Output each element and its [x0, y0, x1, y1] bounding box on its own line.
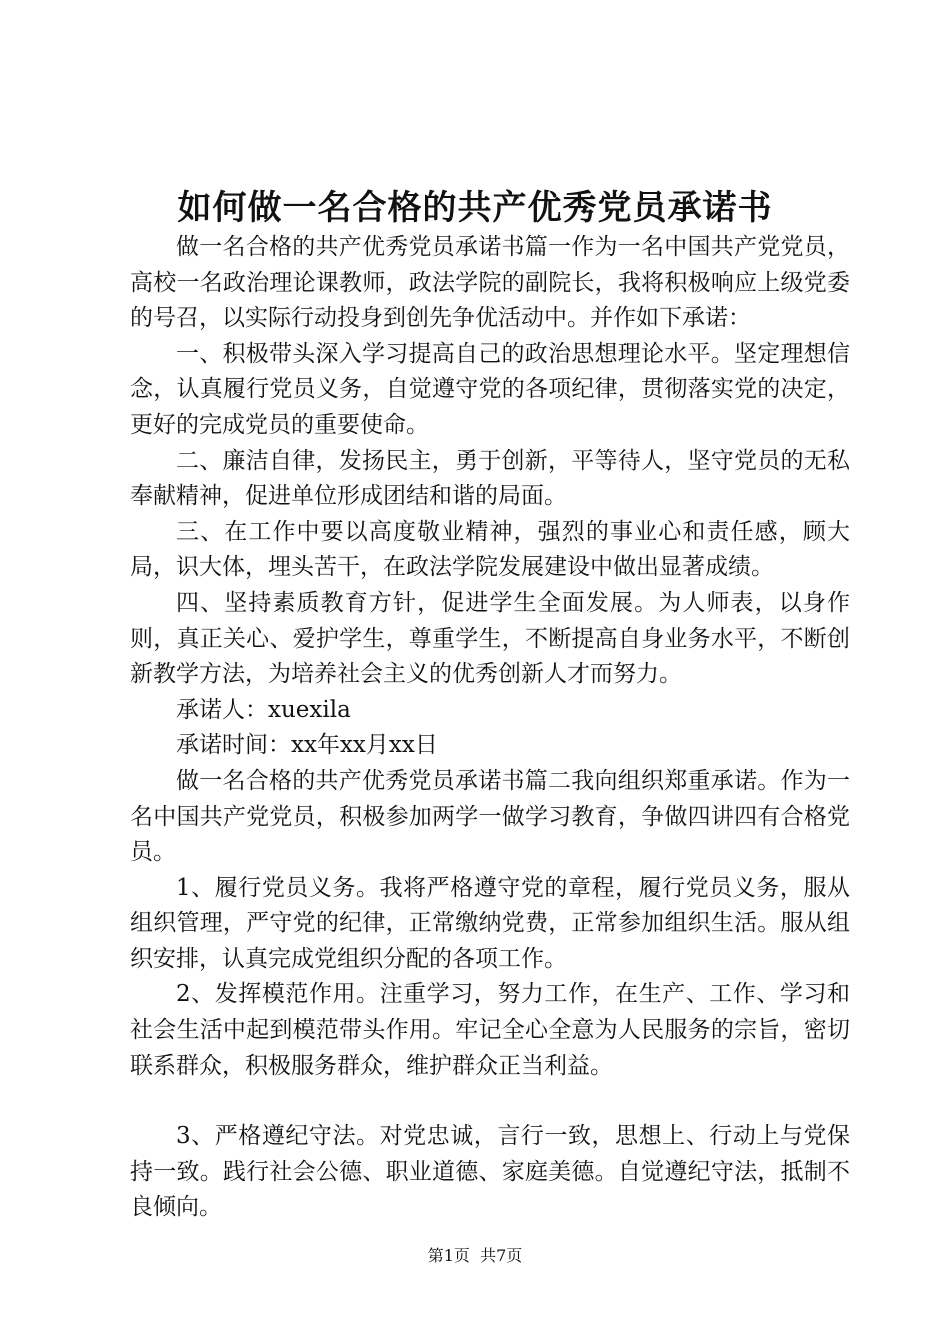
paragraph-intro: 做一名合格的共产优秀党员承诺书篇一作为一名中国共产党党员，高校一名政治理论课教师，政法学院的副院长，我将积极响应上级党委的号召，以实际行动投身到创先争优活动中。并作如下承诺： [130, 234, 850, 332]
paragraph-pledge-4: 四、坚持素质教育方针，促进学生全面发展。为人师表，以身作则，真正关心、爱护学生，尊重学生，不断提高自身业务水平，不断创新教学方法，为培养社会主义的优秀创新人才而努力。 [130, 589, 850, 688]
paragraph-pledge-2: 二、廉洁自律，发扬民主，勇于创新，平等待人，坚守党员的无私奉献精神，促进单位形成团结和谐的局面。 [130, 447, 850, 510]
pledge-date-line: 承诺时间：xx年xx月xx日 [176, 732, 438, 759]
paragraph-part-two-intro: 做一名合格的共产优秀党员承诺书篇二我向组织郑重承诺。作为一名中国共产党党员，积极参加两学一做学习教育，争做四讲四有合格党员。 [130, 767, 850, 866]
paragraph-pledge-1: 一、积极带头深入学习提高自己的政治思想理论水平。坚定理想信念，认真履行党员义务，自觉遵守党的各项纪律，贯彻落实党的决定，更好的完成党员的重要使命。 [130, 340, 850, 438]
page-number: 第1页 共7页 [427, 1246, 523, 1265]
paragraph-pledge-3: 三、在工作中要以高度敬业精神，强烈的事业心和责任感，顾大局，识大体，埋头苦干，在政法学院发展建设中做出显著成绩。 [130, 518, 850, 581]
paragraph-item-3: 3、严格遵纪守法。对党忠诚，言行一致，思想上、行动上与党保持一致。践行社会公德、职业道德、家庭美德。自觉遵纪守法，抵制不良倾向。 [130, 1123, 850, 1221]
paragraph-item-1: 1、履行党员义务。我将严格遵守党的章程，履行党员义务，服从组织管理，严守党的纪律，正常缴纳党费，正常参加组织生活。服从组织安排，认真完成党组织分配的各项工作。 [130, 874, 850, 972]
document-body [130, 230, 850, 1226]
document-title: 如何做一名合格的共产优秀党员承诺书 [177, 188, 773, 228]
signatory-line: 承诺人：xuexila [176, 696, 351, 723]
paragraph-item-2: 2、发挥模范作用。注重学习，努力工作，在生产、工作、学习和社会生活中起到模范带头作用。牢记全心全意为人民服务的宗旨，密切联系群众，积极服务群众，维护群众正当利益。 [130, 981, 850, 1079]
